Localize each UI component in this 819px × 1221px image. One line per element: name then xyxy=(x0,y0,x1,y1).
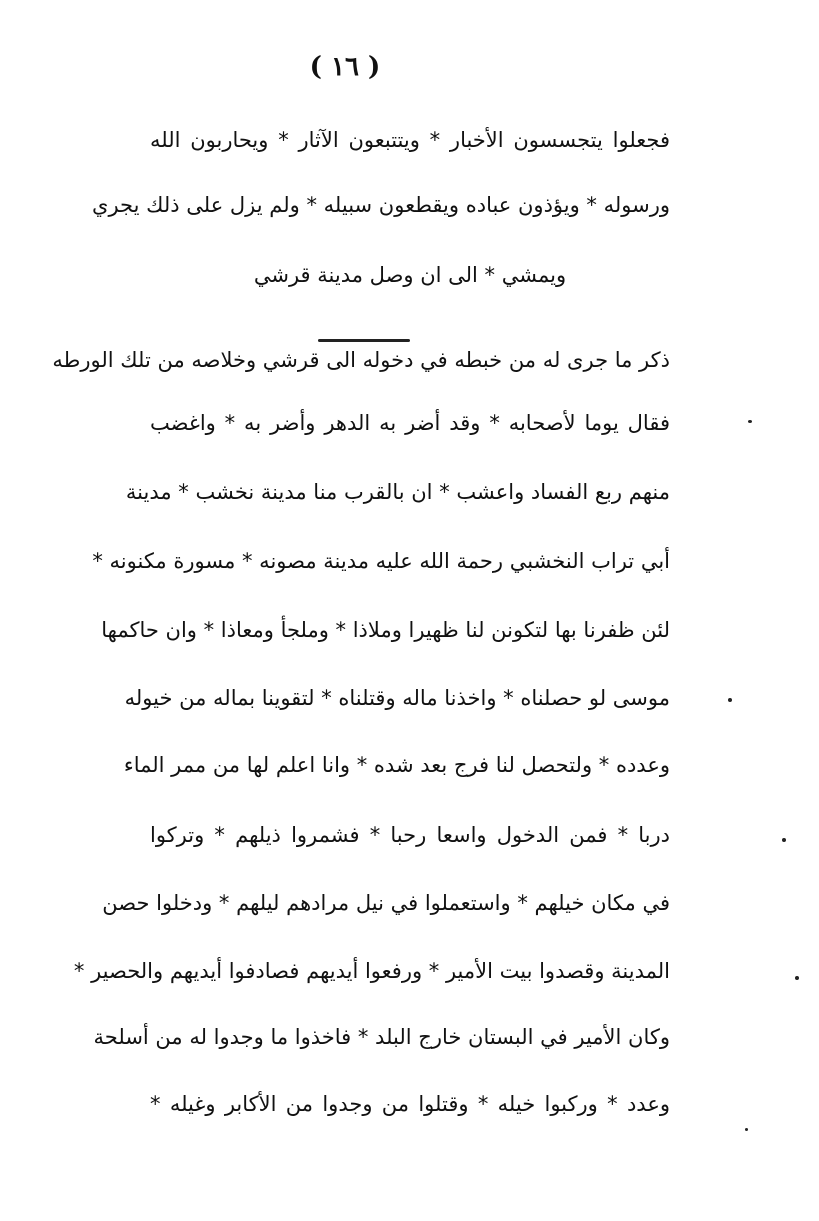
text-line-2: ورسوله * ويؤذون عباده ويقطعون سبيله * ولم يزل على ذلك يجري xyxy=(92,193,670,217)
page-number: ( ١٦ ) xyxy=(309,52,381,82)
section-heading-line: ذكر ما جرى له من خبطه في دخوله الى قرشي وخلاصه من تلك الورطه xyxy=(52,348,670,372)
text-line-3-centered: ويمشي * الى ان وصل مدينة قرشي xyxy=(253,263,567,287)
text-line-11: دربا * فمن الدخول واسعا رحبا * فشمروا ذيلهم * وتركوا xyxy=(150,823,670,847)
scan-speck xyxy=(745,1128,748,1131)
scan-speck xyxy=(782,838,786,842)
text-line-5: فقال يوما لأصحابه * وقد أضر به الدهر وأضر به * واغضب xyxy=(150,411,670,435)
text-line-12: في مكان خيلهم * واستعملوا في نيل مرادهم ليلهم * ودخلوا حصن xyxy=(102,891,670,915)
text-line-15: وعدد * وركبوا خيله * وقتلوا من وجدوا من الأكابر وغيله * xyxy=(150,1092,670,1116)
section-divider xyxy=(318,339,410,342)
text-line-6: منهم ربع الفساد واعشب * ان بالقرب منا مدينة نخشب * مدينة xyxy=(125,480,670,504)
scan-speck xyxy=(795,976,799,980)
text-line-7: أبي تراب النخشبي رحمة الله عليه مدينة مصونه * مسورة مكنونه * xyxy=(92,549,670,573)
text-line-8: لئن ظفرنا بها لتكونن لنا ظهيرا وملاذا * وملجأ ومعاذا * وان حاكمها xyxy=(101,618,670,642)
text-line-10: وعدده * ولتحصل لنا فرج بعد شده * وانا اعلم لها من ممر الماء xyxy=(123,753,670,777)
text-line-9: موسى لو حصلناه * واخذنا ماله وقتلناه * لتقوينا بماله من خيوله xyxy=(124,686,670,710)
scan-speck xyxy=(728,698,732,702)
text-line-1: فجعلوا يتجسسون الأخبار * ويتتبعون الآثار * ويحاربون الله xyxy=(150,128,670,152)
scan-speck xyxy=(748,420,752,423)
text-line-13: المدينة وقصدوا بيت الأمير * ورفعوا أيديهم فصادفوا أيديهم والحصير * xyxy=(73,959,670,983)
text-line-14: وكان الأمير في البستان خارج البلد * فاخذوا ما وجدوا له من أسلحة xyxy=(93,1025,670,1049)
